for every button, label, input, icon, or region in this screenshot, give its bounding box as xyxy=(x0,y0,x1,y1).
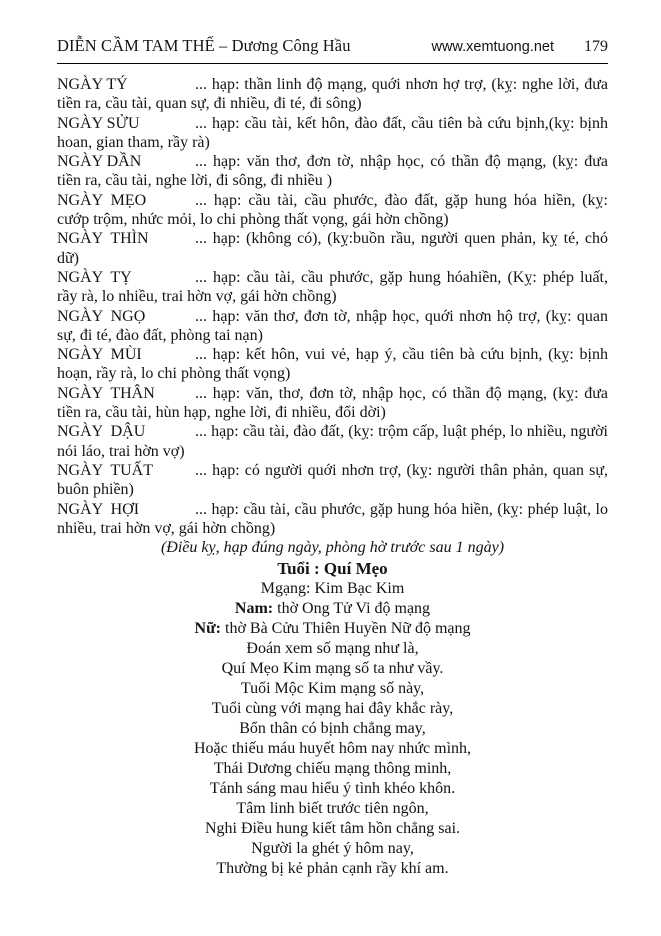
day-text: ... hạp: văn thơ, đơn tờ, nhập học, quới nhơn hộ trợ, (kỵ: quan sự, đi té, đào đất, phòng tai nạn) xyxy=(57,307,608,344)
book-title: DIỄN CẦM TAM THẾ – Dương Công Hầu xyxy=(57,36,351,55)
nam-label: Nam: xyxy=(234,599,274,617)
day-entry-ngo xyxy=(57,307,608,346)
day-label: NGÀY SỬU xyxy=(57,114,140,132)
day-text: ... hạp: cầu tài, cầu phước, gặp hung hóa hiền, (kỵ: phép luật, lo nhiều, trai hờn vợ, gái hờn chồng) xyxy=(57,500,608,537)
poem-line: Đoán xem số mạng như là, xyxy=(246,639,419,657)
day-text: ... hạp: kết hôn, vui vẻ, hạp ý, cầu tiên bà cứu bịnh, (kỵ: bịnh hoạn, rầy rà, lo chi phòng thất vọng) xyxy=(57,346,608,383)
day-entry-than xyxy=(57,384,608,423)
day-entry-mui xyxy=(57,345,608,384)
day-label: NGÀY TUẤT xyxy=(57,461,153,479)
nu-text: thờ Bà Cửu Thiên Huyền Nữ độ mạng xyxy=(221,619,471,637)
day-text: ... hạp: có người quới nhơn trợ, (kỵ: người thân phản, quan sự, buôn phiền) xyxy=(57,461,608,499)
day-text: ... hạp: cầu tài, đào đất, (kỵ: trộm cấp, luật phép, lo nhiều, người nói láo, trai hờn vợ) xyxy=(57,423,608,460)
nam-line xyxy=(57,599,608,619)
poem-line: Bổn thân có bịnh chẳng may, xyxy=(239,719,426,737)
poem-line: Tánh sáng mau hiểu ý tình khéo khôn. xyxy=(209,779,456,797)
poem-line: Tuổi Mộc Kim mạng số này, xyxy=(240,679,425,697)
day-entry-meo xyxy=(57,191,608,230)
rule-note: (Điều kỵ, hạp đúng ngày, phòng hờ trước sau 1 ngày) xyxy=(160,539,505,557)
day-label: NGÀY THÂN xyxy=(57,384,155,402)
poem-line: Quí Mẹo Kim mạng số ta như vầy. xyxy=(221,659,444,677)
nu-line xyxy=(57,619,608,639)
day-entry-ti xyxy=(57,268,608,307)
day-text: ... hạp: cầu tài, cầu phước, đào đất, gặp hung hóa hiền, (kỵ: cướp trộm, nhức mỏi, lo chi phòng thất vọng, gái hờn chồng) xyxy=(57,191,608,229)
day-text: ... hạp: (không có), (kỵ:buồn rầu, người quen phản, kỵ té, chó dữ) xyxy=(57,230,608,267)
poem-line: Hoặc thiếu máu huyết hôm nay nhức mình, xyxy=(193,739,472,757)
day-entry-dau xyxy=(57,422,608,461)
poem-line: Thái Dương chiếu mạng thông minh, xyxy=(213,759,452,777)
day-label: NGÀY DẬU xyxy=(57,423,146,441)
day-entry-dan xyxy=(57,152,608,191)
day-entry-hoi xyxy=(57,500,608,539)
day-label: NGÀY NGỌ xyxy=(57,307,146,325)
nam-text: thờ Ong Tử Vi độ mạng xyxy=(273,599,431,617)
mang-line: Mgạng: Kim Bạc Kim xyxy=(260,579,405,597)
day-text: ... hạp: thần linh độ mạng, quới nhơn hợ trợ, (kỵ: nghe lời, đưa tiền ra, cầu tài, quan sự, đi nhiều, đi té, đi sông) xyxy=(57,76,608,113)
poem-line: Tâm linh biết trước tiên ngôn, xyxy=(236,799,429,817)
day-label: NGÀY TỴ xyxy=(57,268,132,286)
day-label: NGÀY DẦN xyxy=(57,153,142,171)
day-label: NGÀY MÙI xyxy=(57,346,142,364)
day-label: NGÀY TÝ xyxy=(57,76,128,93)
day-entry-ty xyxy=(57,75,608,114)
day-entry-tuat xyxy=(57,461,608,500)
day-label: NGÀY HỢI xyxy=(57,500,140,518)
section-heading: Tuổi : Quí Mẹo xyxy=(277,558,388,578)
page-header xyxy=(57,36,608,56)
nu-label: Nữ: xyxy=(194,619,221,637)
page-number: 179 xyxy=(584,38,608,55)
poem-line: Nghi Điều hung kiết tâm hồn chẳng sai. xyxy=(204,819,461,837)
day-entry-suu xyxy=(57,114,608,153)
day-text: ... hạp: cầu tài, kết hôn, đào đất, cầu tiên bà cứu bịnh,(kỵ: bịnh hoan, gian tham, rầy rà) xyxy=(57,114,608,151)
poem-line: Tuổi cùng với mạng hai đây khắc rày, xyxy=(211,699,454,717)
day-text: ... hạp: văn thơ, đơn tờ, nhập học, có thần độ mạng, (kỵ: đưa tiền ra, cầu tài, nghe lời, đi sông, đi nhiều ) xyxy=(57,153,608,190)
day-text: ... hạp: văn, thơ, đơn tờ, nhập học, có thần độ mạng, (kỵ: đưa tiền ra, cầu tài, hùn hạp, nghe lời, đi nhiều, đổi dời) xyxy=(57,384,608,422)
poem-line: Thường bị kẻ phản cạnh rầy khí am. xyxy=(216,859,449,877)
day-label: NGÀY MẸO xyxy=(57,191,147,209)
day-text: ... hạp: cầu tài, cầu phước, gặp hung hóahiền, (Kỵ: phép luất, rầy rà, lo nhiều, trai hờn vợ, gái hờn chồng) xyxy=(57,268,608,306)
header-rule xyxy=(57,63,608,64)
day-label: NGÀY THÌN xyxy=(57,230,149,248)
website-url: www.xemtuong.net xyxy=(431,39,554,55)
poem-line: Người la ghét ý hôm nay, xyxy=(251,839,414,857)
day-entry-thin xyxy=(57,229,608,268)
